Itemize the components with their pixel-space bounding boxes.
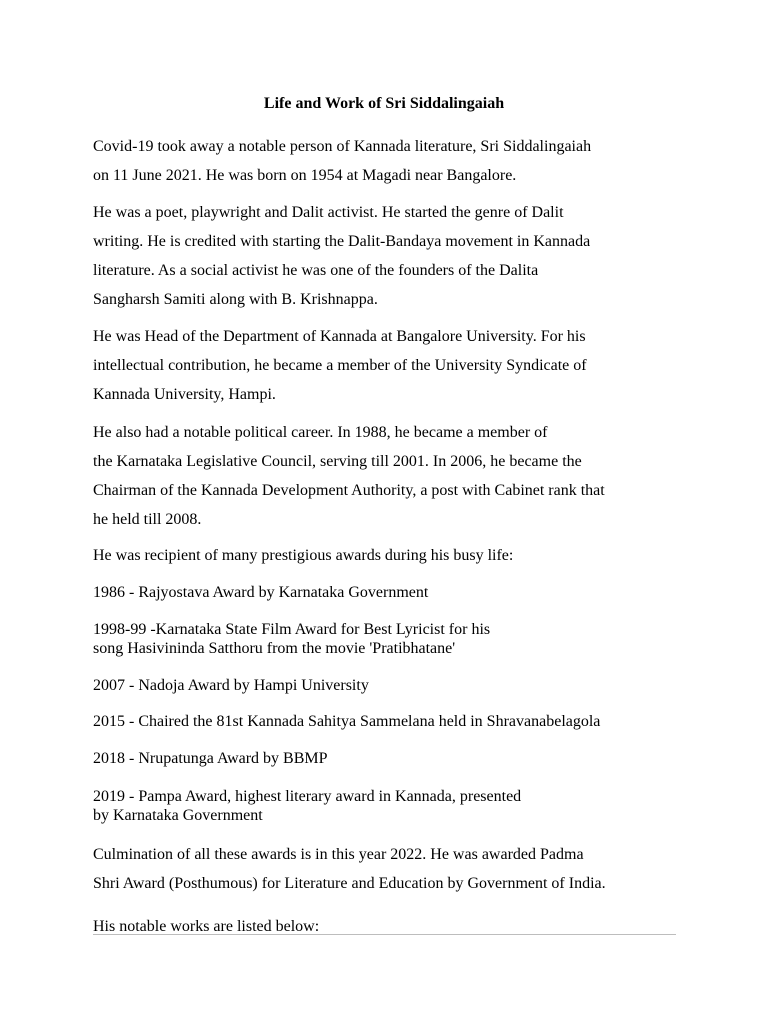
paragraph-works-intro	[93, 912, 693, 941]
paragraph-awards-intro	[93, 541, 693, 570]
award-line: 2007 - Nadoja Award by Hampi University	[93, 677, 369, 694]
award-item	[93, 676, 693, 695]
text-line: Covid-19 took away a notable person of Kannada literature, Sri Siddalingaiah	[93, 138, 592, 155]
award-item	[93, 620, 693, 658]
paragraph-padma-shri	[93, 840, 693, 898]
paragraph-career	[93, 198, 693, 314]
award-line: 1986 - Rajyostava Award by Karnataka Government	[93, 584, 429, 601]
text-line: He was Head of the Department of Kannada at Bangalore University. For his	[93, 328, 586, 345]
paragraph-political	[93, 418, 693, 534]
text-line: He was a poet, playwright and Dalit activist. He started the genre of Dalit	[93, 204, 564, 221]
award-item	[93, 583, 693, 602]
text-line: He was recipient of many prestigious awards during his busy life:	[93, 547, 514, 564]
award-line: 2018 - Nrupatunga Award by BBMP	[93, 750, 328, 767]
text-line: Culmination of all these awards is in this year 2022. He was awarded Padma	[93, 846, 584, 863]
text-line: the Karnataka Legislative Council, serving till 2001. In 2006, he became the	[93, 453, 582, 470]
text-line: intellectual contribution, he became a member of the University Syndicate of	[93, 357, 587, 374]
paragraph-academic	[93, 322, 693, 409]
text-line: He also had a notable political career. In 1988, he became a member of	[93, 424, 548, 441]
text-line: Shri Award (Posthumous) for Literature and Education by Government of India.	[93, 875, 606, 892]
award-line: 2019 - Pampa Award, highest literary award in Kannada, presented	[93, 788, 522, 805]
text-line: he held till 2008.	[93, 511, 202, 528]
paragraph-intro	[93, 132, 693, 190]
text-line: literature. As a social activist he was one of the founders of the Dalita	[93, 262, 539, 279]
text-line: Kannada University, Hampi.	[93, 386, 276, 403]
text-line: Sangharsh Samiti along with B. Krishnappa.	[93, 291, 378, 308]
text-line: Chairman of the Kannada Development Authority, a post with Cabinet rank that	[93, 482, 605, 499]
award-line: 1998-99 -Karnataka State Film Award for Best Lyricist for his	[93, 621, 491, 638]
award-item	[93, 712, 693, 731]
award-line: song Hasivininda Satthoru from the movie 'Pratibhatane'	[93, 640, 456, 657]
text-line: writing. He is credited with starting the Dalit-Bandaya movement in Kannada	[93, 233, 591, 250]
text-line: His notable works are listed below:	[93, 918, 320, 935]
page-title: Life and Work of Sri Siddalingaiah	[263, 95, 505, 112]
award-line: 2015 - Chaired the 81st Kannada Sahitya Sammelana held in Shravanabelagola	[93, 713, 601, 730]
award-line: by Karnataka Government	[93, 807, 263, 824]
divider	[93, 934, 676, 935]
award-item	[93, 749, 693, 768]
award-item	[93, 787, 693, 825]
text-line: on 11 June 2021. He was born on 1954 at Magadi near Bangalore.	[93, 167, 517, 184]
